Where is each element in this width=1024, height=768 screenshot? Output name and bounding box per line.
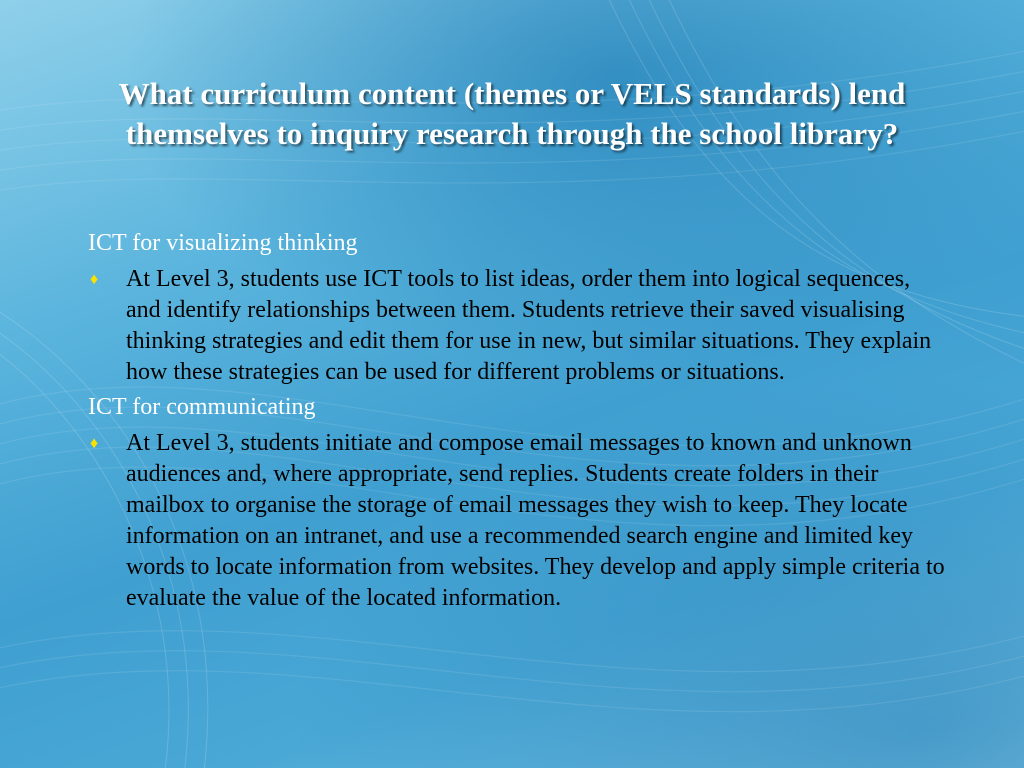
section-communicating	[88, 392, 948, 614]
bullet-item	[88, 264, 948, 388]
bullet-text: At Level 3, students use ICT tools to list ideas, order them into logical sequences, and identify relationships between them. Students retrieve their saved visualising thinking strategies and edit them for use in new, but similar situations. They explain how these strategies can be used for different problems or situations.	[126, 266, 932, 385]
bullet-text: At Level 3, students initiate and compose email messages to known and unknown audiences and, where appropriate, send replies. Students create folders in their mailbox to organise the storage of email messages they wish to keep. They locate information on an intranet, and use a recommended search engine and limited key words to locate information from websites. They develop and apply simple criteria to evaluate the value of the located information.	[126, 430, 945, 611]
bullet-item	[88, 428, 948, 614]
section-visualizing-thinking	[88, 228, 948, 388]
slide-content	[88, 228, 948, 618]
section-heading: ICT for visualizing thinking	[88, 230, 358, 256]
diamond-bullet-icon: ♦	[90, 435, 99, 452]
slide-title: What curriculum content (themes or VELS standards) lend themselves to inquiry research through the school library?	[118, 76, 906, 151]
section-heading: ICT for communicating	[88, 394, 316, 420]
diamond-bullet-icon: ♦	[90, 271, 99, 288]
